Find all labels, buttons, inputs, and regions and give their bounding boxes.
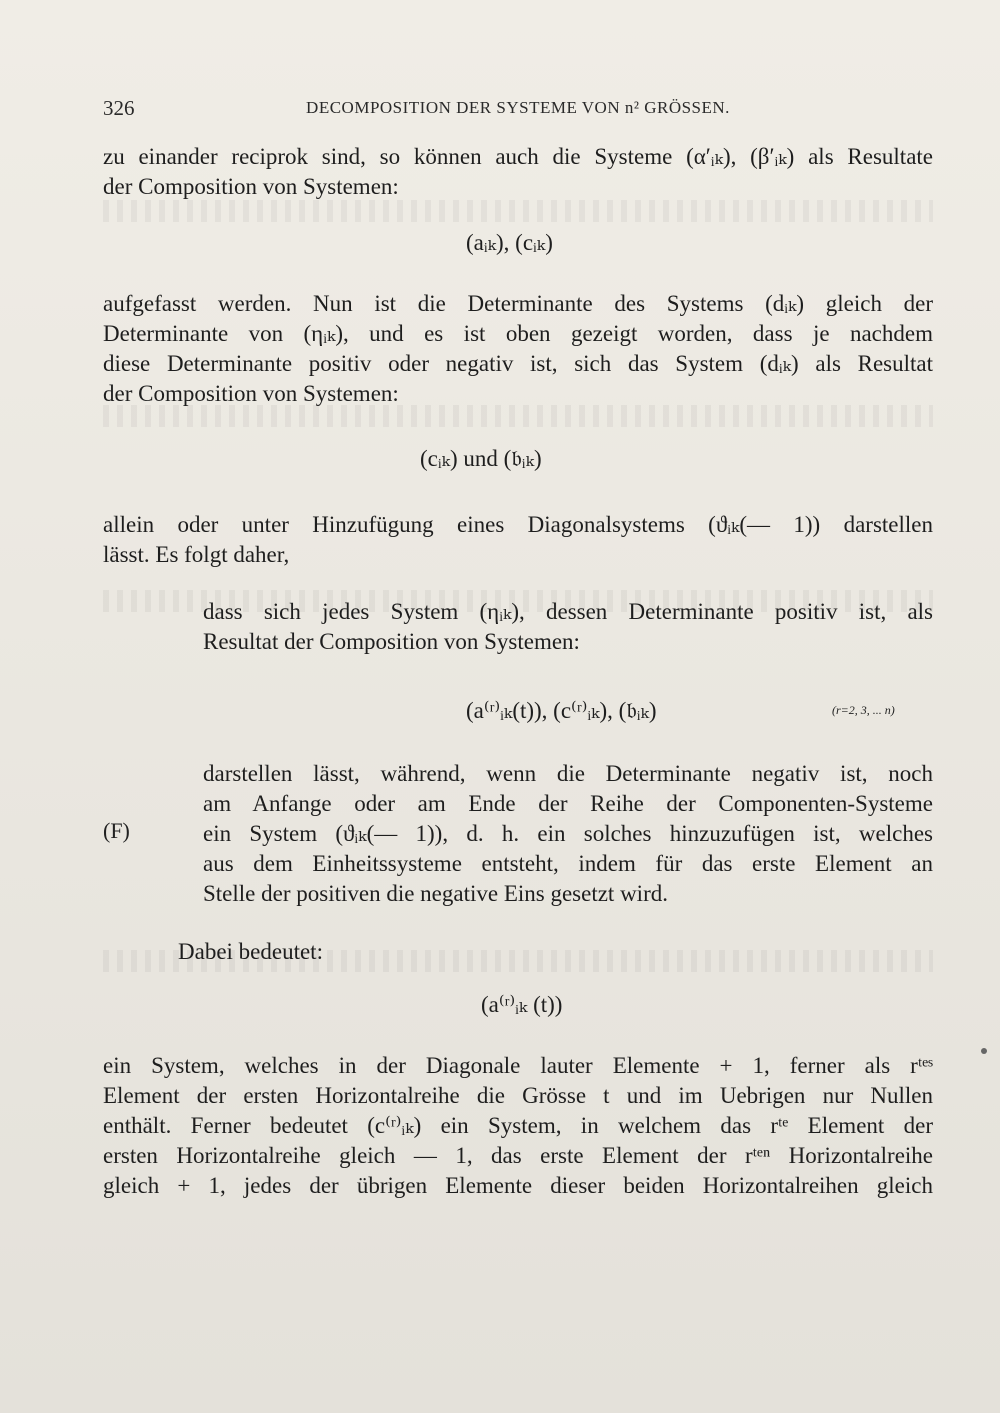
bleed-through [103,200,933,222]
display-formula: (a⁽ʳ⁾ᵢₖ(t)), (c⁽ʳ⁾ᵢₖ), (𝔟ᵢₖ) [466,698,657,723]
display-formula: (a⁽ʳ⁾ᵢₖ (t)) [481,992,563,1017]
text-line: zu einander reciprok sind, so können auch die Systeme (α′ᵢₖ), (β′ᵢₖ) als Resultate [103,144,933,169]
text-line: allein oder unter Hinzufügung eines Diagonalsystems (ϑᵢₖ(— 1)) darstellen [103,512,933,537]
text-line: ein System, welches in der Diagonale lauter Elemente + 1, ferner als rᵗᵉˢ [103,1053,933,1078]
text-line: gleich + 1, jedes der übrigen Elemente dieser beiden Horizontalreihen gleich [103,1173,933,1198]
display-formula: (cᵢₖ) und (𝔟ᵢₖ) [420,446,542,471]
display-formula: (aᵢₖ), (cᵢₖ) [466,230,553,255]
theorem-line: am Anfange oder am Ende der Reihe der Componenten-Systeme [203,791,933,816]
theorem-line: Resultat der Composition von Systemen: [203,629,580,654]
text-line: ersten Horizontalreihe gleich — 1, das erste Element der rᵗᵉⁿ Horizontalreihe [103,1143,933,1168]
theorem-line: ein System (ϑᵢₖ(— 1)), d. h. ein solches hinzuzufügen ist, welches [203,821,933,846]
theorem-line: dass sich jedes System (ηᵢₖ), dessen Determinante positiv ist, als [203,599,933,624]
index-range-note: (r=2, 3, ... n) [832,703,895,717]
text-line: der Composition von Systemen: [103,174,399,199]
equation-label: (F) [103,818,130,843]
text-line: der Composition von Systemen: [103,381,399,406]
text-line: diese Determinante positiv oder negativ ist, sich das System (dᵢₖ) als Resultat [103,351,933,376]
text-line: enthält. Ferner bedeutet (c⁽ʳ⁾ᵢₖ) ein System, in welchem das rᵗᵉ Element der [103,1113,933,1138]
text-line: Determinante von (ηᵢₖ), und es ist oben gezeigt worden, dass je nachdem [103,321,933,346]
theorem-line: aus dem Einheitssysteme entsteht, indem für das erste Element an [203,851,933,876]
margin-speck [981,1048,987,1054]
page-number: 326 [103,96,135,120]
text-line: aufgefasst werden. Nun ist die Determinante des Systems (dᵢₖ) gleich der [103,291,933,316]
text-line: lässt. Es folgt daher, [103,542,290,567]
theorem-line: darstellen lässt, während, wenn die Determinante negativ ist, noch [203,761,933,786]
theorem-line: Stelle der positiven die negative Eins gesetzt wird. [203,881,668,906]
running-title: DECOMPOSITION DER SYSTEME VON n² GRÖSSEN. [306,98,730,117]
text-line: Element der ersten Horizontalreihe die Grösse t und im Uebrigen nur Nullen [103,1083,933,1108]
page-header [103,96,933,126]
text-line: Dabei bedeutet: [178,939,323,964]
